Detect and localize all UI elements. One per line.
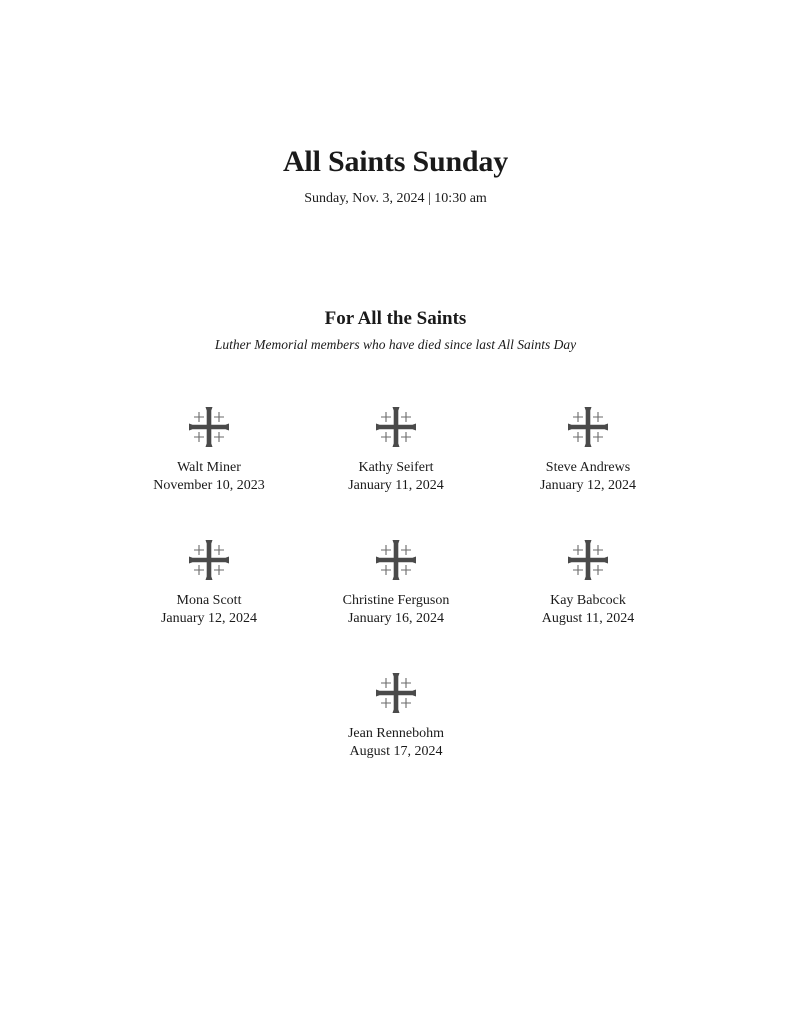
section-title: For All the Saints	[324, 308, 467, 329]
memorial-name: Walt Miner	[177, 460, 241, 475]
jerusalem-cross-icon	[371, 668, 421, 718]
memorial-date: January 16, 2024	[347, 611, 445, 626]
memorial-name: Kathy Seifert	[358, 460, 434, 475]
memorial-name: Mona Scott	[176, 593, 242, 608]
jerusalem-cross-icon	[563, 535, 613, 585]
jerusalem-cross-icon	[371, 402, 421, 452]
memorial-date: January 11, 2024	[348, 478, 444, 493]
memorial-item	[109, 402, 309, 495]
memorial-item	[296, 402, 496, 495]
jerusalem-cross-icon	[184, 402, 234, 452]
jerusalem-cross-icon	[563, 402, 613, 452]
section-subtitle: Luther Memorial members who have died since last All Saints Day	[214, 337, 577, 352]
memorial-name: Christine Ferguson	[342, 593, 450, 608]
service-date-time: Sunday, Nov. 3, 2024 | 10:30 am	[304, 191, 487, 206]
memorial-date: November 10, 2023	[153, 478, 265, 493]
jerusalem-cross-icon	[184, 535, 234, 585]
page-title: All Saints Sunday	[282, 145, 509, 178]
memorial-date: January 12, 2024	[539, 478, 637, 493]
memorial-item	[109, 535, 309, 628]
jerusalem-cross-icon	[371, 535, 421, 585]
memorial-date: August 11, 2024	[541, 611, 635, 626]
memorial-name: Kay Babcock	[550, 593, 626, 608]
memorial-item	[488, 535, 688, 628]
memorial-item	[296, 535, 496, 628]
memorial-name: Steve Andrews	[545, 460, 631, 475]
memorial-name: Jean Rennebohm	[347, 726, 445, 741]
memorial-date: January 12, 2024	[160, 611, 258, 626]
memorial-date: August 17, 2024	[349, 744, 443, 759]
memorial-item	[488, 402, 688, 495]
memorial-item	[296, 668, 496, 761]
